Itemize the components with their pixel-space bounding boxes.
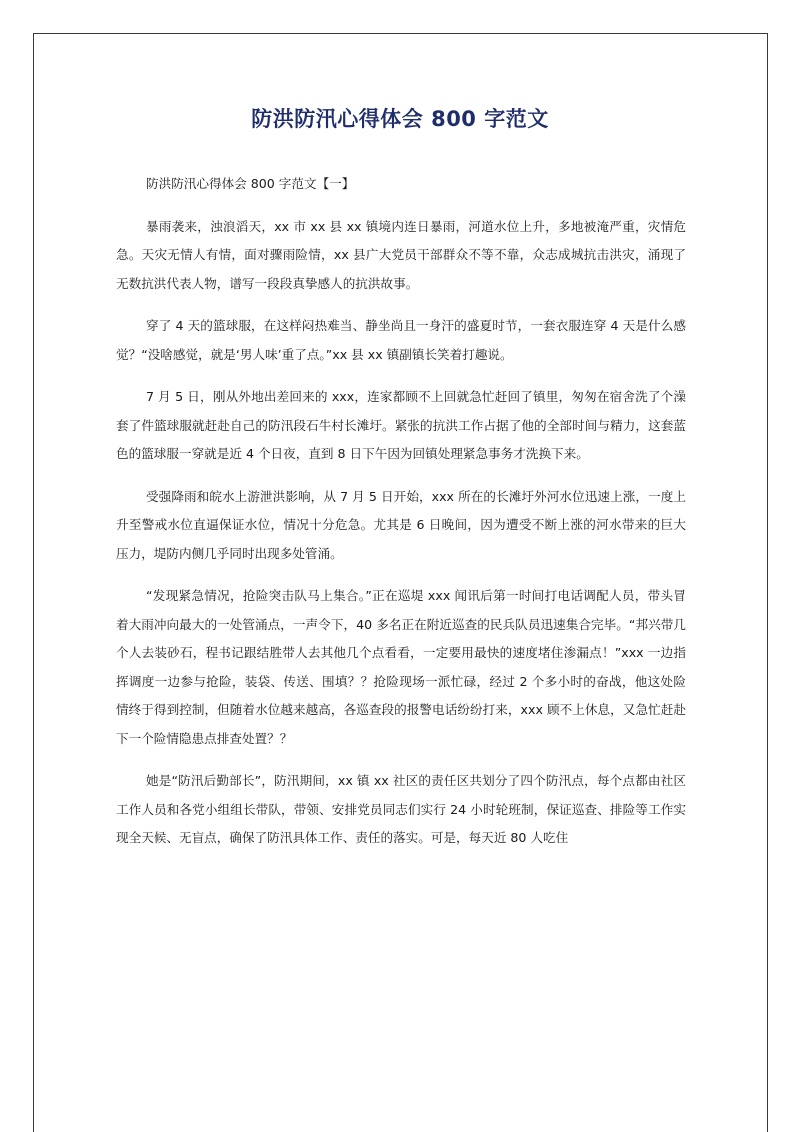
document-title: 防洪防汛心得体会 800 字范文 [251,107,549,131]
paragraph-6: 她是“防汛后勤部长”，防汛期间，xx 镇 xx 社区的责任区共划分了四个防汛点，每个点都由社区工作人员和各党小组组长带队，带领、安排党员同志们实行 24 小时轮班制，保证巡查、排险等工作实现全天候、无盲点，确保了防汛具体工作、责任的落实。可是，每天近 80 人吃住 [116,773,686,845]
document-body [116,170,686,853]
section-heading: 防洪防汛心得体会 800 字范文【一】 [146,176,355,191]
paragraph-1: 暴雨袭来，浊浪滔天，xx 市 xx 县 xx 镇境内连日暴雨，河道水位上升，多地被淹严重，灾情危急。天灾无情人有情，面对骤雨险情，xx 县广大党员干部群众不等不靠，众志成城抗击洪灾，涌现了无数抗洪代表人物，谱写一段段真挚感人的抗洪故事。 [116,218,686,291]
paragraph-3: 7 月 5 日，刚从外地出差回来的 xxx，连家都顾不上回就急忙赶回了镇里，匆匆在宿舍洗了个澡套了件篮球服就赶赴自己的防汛段石牛村长滩圩。紧张的抗洪工作占据了他的全部时间与精力，这套蓝色的篮球服一穿就是近 4 个日夜，直到 8 日下午因为回镇处理紧急事务才洗换下来。 [116,389,686,461]
paragraph-2: 穿了 4 天的篮球服，在这样闷热难当、静坐尚且一身汗的盛夏时节，一套衣服连穿 4 天是什么感觉？“没啥感觉，就是‘男人味’重了点。”xx 县 xx 镇副镇长笑着打趣说。 [116,318,686,362]
paragraph-5: “发现紧急情况，抢险突击队马上集合。”正在巡堤 xxx 闻讯后第一时间打电话调配人员，带头冒着大雨冲向最大的一处管涌点，一声令下，40 多名正在附近巡查的民兵队员迅速集合完毕。“邦兴带几个人去装砂石，程书记跟结胜带人去其他几个点看看，一定要用最快的速度堵住渗漏点！”xxx 一边指挥调度一边参与抢险，装袋、传送、围填？？抢险现场一派忙碌，经过 2 个多小时的奋战，他这处险情终于得到控制，但随着水位越来越高，各巡查段的报警电话纷纷打来，xxx 顾不上休息，又急忙赶赴下一个险情隐患点排查处置？？ [116,588,686,746]
paragraph-4: 受强降雨和皖水上游泄洪影响，从 7 月 5 日开始，xxx 所在的长滩圩外河水位迅速上涨，一度上升至警戒水位直逼保证水位，情况十分危急。尤其是 6 日晚间，因为遭受不断上涨的河水带来的巨大压力，堤防内侧几乎同时出现多处管涌。 [116,488,686,561]
